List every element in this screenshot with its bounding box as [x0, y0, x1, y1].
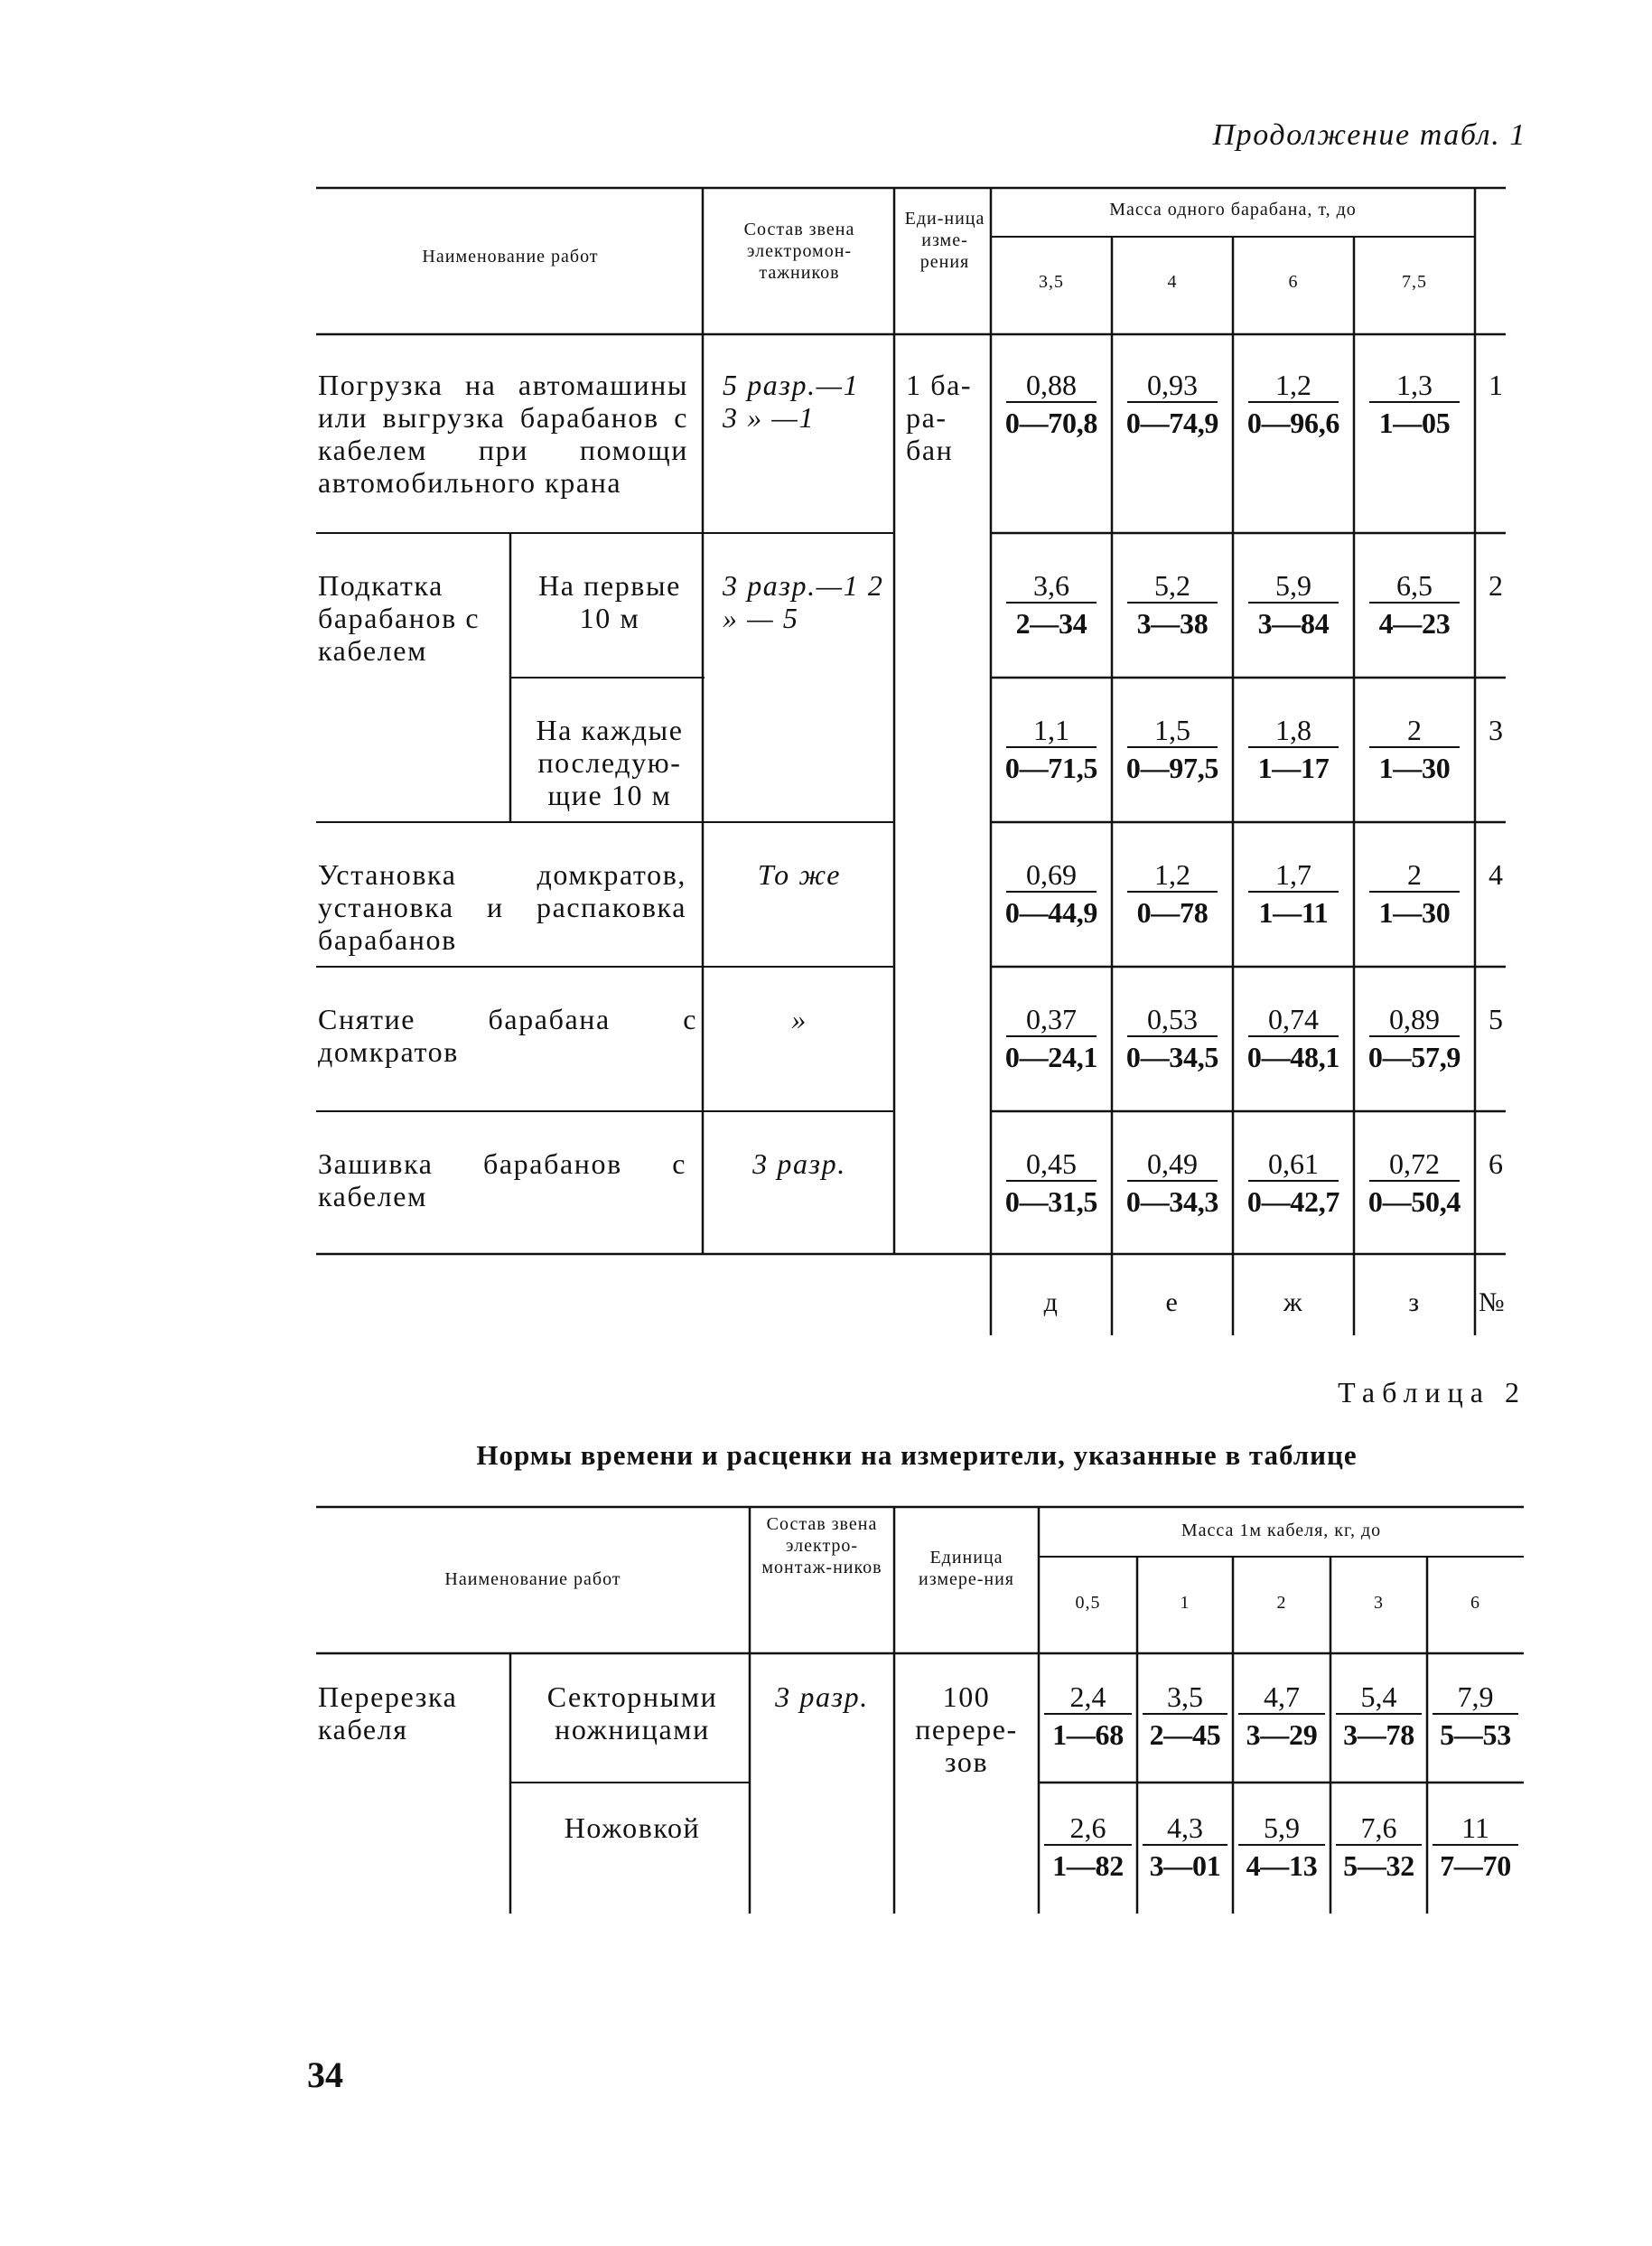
- t1-row2-name: Подкатка барабанов с кабелем: [318, 569, 481, 667]
- t1-footer-letter-1: д: [1043, 1287, 1059, 1317]
- t1-row6-cell-2: $\frac{0,49}{0—34,3}$: [1125, 1147, 1219, 1218]
- t1-row5-cell-1: $\frac{0,37}{0—24,1}$: [1004, 1003, 1098, 1073]
- t1-row2-cell-2: $\frac{5,2}{3—38}$: [1118, 569, 1227, 640]
- t1-row1-crew: 5 разр.—1 3 » —1: [723, 369, 860, 434]
- t2-row1-cell-2: $\frac{3,5}{2—45}$: [1134, 1680, 1237, 1751]
- t1-row2-cell-1: $\frac{3,6}{2—34}$: [997, 569, 1106, 640]
- t1-row5-cell-4: $\frac{0,89}{0—57,9}$: [1367, 1003, 1461, 1073]
- t2-mass-col-2: 1: [1180, 1593, 1190, 1613]
- t2-row2-cell-1: $\frac{2,6}{1—82}$: [1035, 1811, 1141, 1882]
- t2-row2-cell-3: $\frac{5,9}{4—13}$: [1229, 1811, 1334, 1882]
- t1-row4-crew: То же: [757, 858, 842, 891]
- t1-row4-cell-1: $\frac{0,69}{0—44,9}$: [1004, 858, 1098, 929]
- t2-row2-cell-2: $\frac{4,3}{3—01}$: [1134, 1811, 1237, 1882]
- t1-row6-cell-3: $\frac{0,61}{0—42,7}$: [1246, 1147, 1340, 1218]
- t1-row6-cell-4: $\frac{0,72}{0—50,4}$: [1367, 1147, 1461, 1218]
- t1-row3-number: 3: [1489, 714, 1503, 746]
- t1-row2-crew: 3 разр.—1 2 » — 5: [723, 569, 884, 634]
- t2-row1-cell-3: $\frac{4,7}{3—29}$: [1229, 1680, 1334, 1751]
- t1-header-unit: Еди-ница изме-рения: [904, 209, 985, 272]
- t1-row4-name: Установка домкратов, установка и распаковка барабанов: [318, 858, 686, 956]
- t1-row6-crew: 3 разр.: [752, 1147, 846, 1180]
- t2-mass-col-4: 3: [1374, 1593, 1384, 1613]
- t1-row2-cell-4: $\frac{6,5}{4—23}$: [1360, 569, 1469, 640]
- t2-row1-cell-5: $\frac{7,9}{5—53}$: [1423, 1680, 1527, 1751]
- t1-row6-number: 6: [1489, 1147, 1503, 1180]
- t1-row6-cell-1: $\frac{0,45}{0—31,5}$: [1004, 1147, 1098, 1218]
- t1-mass-col-4: 7,5: [1402, 272, 1427, 292]
- t1-row3-cell-3: $\frac{1,8}{1—17}$: [1239, 714, 1348, 784]
- t1-row4-cell-2: $\frac{1,2}{0—78}$: [1118, 858, 1227, 929]
- t2-row1-cell-4: $\frac{5,4}{3—78}$: [1327, 1680, 1431, 1751]
- t1-row1-cell-3: $\frac{1,2}{0—96,6}$: [1246, 369, 1340, 439]
- t2-header-name: Наименование работ: [444, 1569, 621, 1589]
- t2-mass-col-3: 2: [1276, 1593, 1287, 1613]
- t1-row4-cell-3: $\frac{1,7}{1—11}$: [1239, 858, 1348, 929]
- t1-row5-cell-3: $\frac{0,74}{0—48,1}$: [1246, 1003, 1340, 1073]
- t1-row3-cell-1: $\frac{1,1}{0—71,5}$: [1004, 714, 1098, 784]
- t2-row2-cell-4: $\frac{7,6}{5—32}$: [1327, 1811, 1431, 1882]
- t1-footer-letter-3: ж: [1283, 1287, 1304, 1317]
- t1-row5-crew: »: [791, 1003, 807, 1035]
- t2-header-mass: Масса 1м кабеля, кг, до: [1181, 1521, 1382, 1540]
- t1-row2-number: 2: [1489, 569, 1503, 602]
- t2-row1-cell-1: $\frac{2,4}{1—68}$: [1035, 1680, 1141, 1751]
- t1-row3-cell-2: $\frac{1,5}{0—97,5}$: [1125, 714, 1219, 784]
- t2-header-crew: Состав звена электро-монтаж-ников: [761, 1514, 882, 1577]
- t1-unit: 1 ба-ра-бан: [906, 369, 973, 466]
- t1-header-mass: Масса одного барабана, т, до: [1109, 200, 1357, 220]
- t1-row1-cell-4: $\frac{1,3}{1—05}$: [1360, 369, 1469, 439]
- t1-row2-sub: На первые 10 м: [538, 569, 681, 634]
- t1-mass-col-3: 6: [1288, 272, 1299, 292]
- table2-title: Нормы времени и расценки на измерители, указанные в таблице: [476, 1439, 1358, 1471]
- t1-row5-number: 5: [1489, 1003, 1503, 1035]
- t1-row4-number: 4: [1489, 858, 1503, 891]
- t1-row1-cell-2: $\frac{0,93}{0—74,9}$: [1125, 369, 1219, 439]
- t2-unit: 100 перере-зов: [915, 1680, 1018, 1778]
- t1-header-name: Наименование работ: [422, 247, 599, 267]
- t1-row1-name: Погрузка на автомашины или выгрузка барабанов с кабелем при помощи автомобильного крана: [318, 369, 688, 499]
- t1-row2-cell-3: $\frac{5,9}{3—84}$: [1239, 569, 1348, 640]
- t1-row1-cell-1: $\frac{0,88}{0—70,8}$: [1004, 369, 1098, 439]
- t2-crew: 3 разр.: [775, 1680, 869, 1713]
- t2-mass-col-5: 6: [1470, 1593, 1480, 1613]
- t1-row5-name: Снятие барабана с домкратов: [318, 1003, 697, 1068]
- t1-row3-sub: На каждые последую-щие 10 м: [536, 714, 684, 811]
- t2-mass-col-1: 0,5: [1075, 1593, 1101, 1613]
- t1-mass-col-2: 4: [1167, 272, 1178, 292]
- t1-row4-cell-4: $\frac{2}{1—30}$: [1360, 858, 1469, 929]
- page-number: 34: [307, 2054, 343, 2095]
- t1-mass-col-1: 3,5: [1039, 272, 1064, 292]
- t1-row6-name: Зашивка барабанов с кабелем: [318, 1147, 686, 1212]
- t1-row3-cell-4: $\frac{2}{1—30}$: [1360, 714, 1469, 784]
- t2-row1-sub: Секторными ножницами: [546, 1680, 718, 1745]
- t2-group-name: Перерезка кабеля: [318, 1680, 458, 1745]
- table2-label: Таблица 2: [1338, 1376, 1526, 1408]
- t1-footer-number-sign: №: [1479, 1287, 1507, 1317]
- t2-row2-sub: Ножовкой: [564, 1811, 701, 1844]
- t1-footer-letter-2: е: [1165, 1287, 1180, 1317]
- t2-row2-cell-5: $\frac{11}{7—70}$: [1423, 1811, 1527, 1882]
- continuation-caption: Продолжение табл. 1: [1212, 118, 1526, 152]
- t2-header-unit: Единица измере-ния: [919, 1548, 1014, 1589]
- t1-header-crew: Состав звена электромон-тажников: [743, 220, 855, 283]
- t1-row1-number: 1: [1489, 369, 1503, 401]
- t1-footer-letter-4: з: [1408, 1287, 1421, 1317]
- t1-row5-cell-2: $\frac{0,53}{0—34,5}$: [1125, 1003, 1219, 1073]
